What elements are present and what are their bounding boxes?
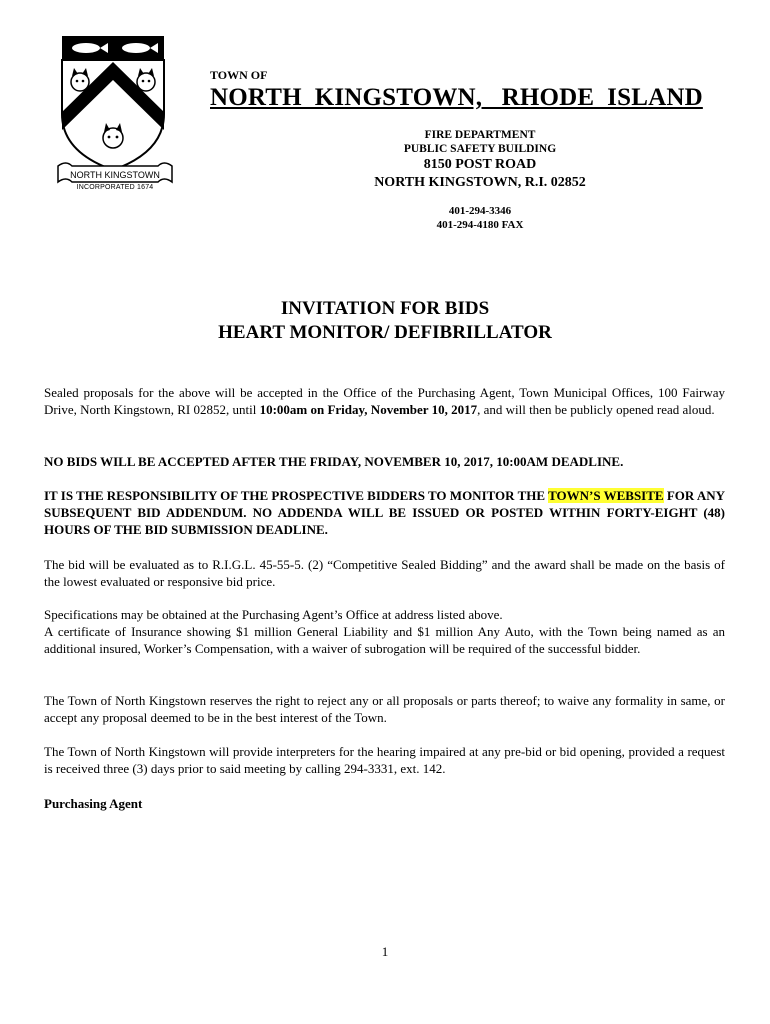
deadline-date: 10:00am on Friday, November 10, 2017 — [259, 402, 478, 417]
town-seal — [56, 32, 174, 196]
paragraph-evaluation: The bid will be evaluated as to R.I.G.L. 45-55-5. (2) “Competitive Sealed Bidding” and the award shall be made on the basis of the lowest evaluated or responsive bid price. — [44, 557, 725, 589]
fish-icon — [72, 43, 100, 53]
seal-banner-text: NORTH KINGSTOWN — [70, 170, 160, 180]
signature-purchasing-agent: Purchasing Agent — [44, 796, 143, 811]
paragraph-interpreters: The Town of North Kingstown will provide interpreters for the hearing impaired at any pre-bid or bid opening, provided a request is received three (3) days prior to said meeting by calling 294-3331, ext. 142. — [44, 744, 725, 776]
title-line-2: HEART MONITOR/ DEFIBRILLATOR — [218, 322, 552, 343]
paragraph-no-bids-notice: NO BIDS WILL BE ACCEPTED AFTER THE FRIDAY, NOVEMBER 10, 2017, 10:00AM DEADLINE. — [44, 454, 624, 469]
town-seal-graphic — [56, 32, 174, 196]
fish-icon — [122, 43, 150, 53]
fax-number: 401-294-4180 FAX — [436, 219, 524, 231]
department-name: FIRE DEPARTMENT — [424, 129, 536, 141]
document-title — [0, 297, 770, 345]
phone-number: 401-294-3346 — [448, 205, 512, 217]
paragraph-reservation: The Town of North Kingstown reserves the right to reject any or all proposals or parts thereof; to waive any formality in same, or accept any proposal deemed to be in the best interest of the Town. — [44, 693, 725, 725]
town-name-heading: NORTH KINGSTOWN, RHODE ISLAND — [210, 84, 703, 111]
towns-website-highlight: TOWN’S WEBSITE — [548, 488, 664, 503]
seal-caption: INCORPORATED 1674 — [76, 184, 154, 191]
city-address: NORTH KINGSTOWN, R.I. 02852 — [374, 175, 586, 190]
department-address-block — [340, 128, 620, 232]
title-line-1: INVITATION FOR BIDS — [280, 298, 490, 319]
paragraph-proposals: Sealed proposals for the above will be accepted in the Office of the Purchasing Agent, Town Municipal Offices, 100 Fairway Drive, North Kingstown, RI 02852, until 10:00am on Friday, November 10, 2017, and will then be publicly opened read aloud. — [44, 385, 725, 417]
street-address: 8150 POST ROAD — [423, 157, 537, 172]
town-of-label: TOWN OF — [210, 68, 268, 82]
page-number: 1 — [381, 944, 389, 959]
paragraph-specifications: Specifications may be obtained at the Purchasing Agent’s Office at address listed above. A certificate of Insurance showing $1 million General Liability and $1 million Any Auto, with the Town being named as an additional insured, Worker’s Compensation, with a waiver of subrogation will be required of the successful bidder. — [44, 607, 725, 656]
building-name: PUBLIC SAFETY BUILDING — [403, 143, 557, 155]
paragraph-responsibility-notice: IT IS THE RESPONSIBILITY OF THE PROSPECTIVE BIDDERS TO MONITOR THE TOWN’S WEBSITE FOR ANY SUBSEQUENT BID ADDENDUM. NO ADDENDA WILL BE ISSUED OR POSTED WITHIN FORTY-EIGHT (48) HOURS OF THE BID SUBMISSION DEADLINE. — [44, 488, 725, 537]
